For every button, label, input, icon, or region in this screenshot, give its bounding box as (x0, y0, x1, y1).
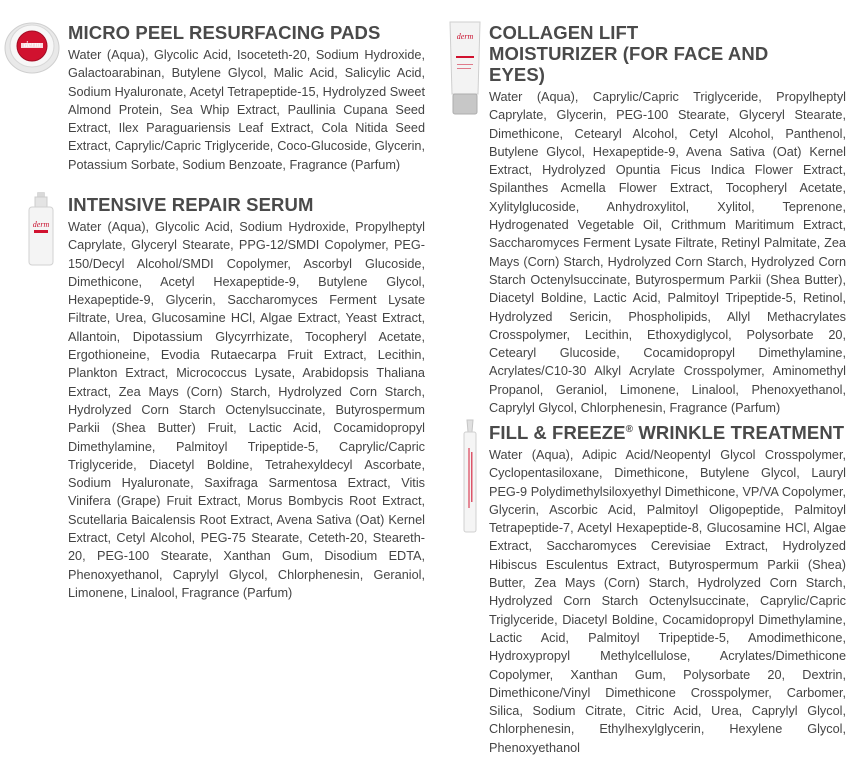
brand-logo: derm (456, 32, 474, 41)
product-title: MICRO PEEL RESURFACING PADS (68, 22, 381, 43)
ingredient-list: Water (Aqua), Caprylic/Capric Triglyceride, Propylheptyl Caprylate, Glycerin, PEG-100 Stearate, Glyceryl Stearate, Dimethicone, Cetearyl Alcohol, Cetyl Alcohol, Panthenol, Butylene Glycol, Hexapeptide-9, Avena Sativa (Oat) Kernel Extract, Hydrolyzed Opuntia Ficus Indica Flower Extract, Spilanthes Acmella Flower Extract, Tocopheryl Acetate, Xylitylglucoside, Anhydroxylitol, Xylitol, Teprenone, Hydrogenated Vegetable Oil, Crithmum Maritimum Extract, Saccharomyces Ferment Lysate Filtrate, Retinyl Palmitate, Zea Mays (Corn) Starch, Hydrolyzed Corn Starch, Hydrolyzed Corn Starch Octenylsuccinate, Butyrospermum Parkii (Shea Butter), Diacetyl Boldine, Lactic Acid, Palmitoyl Tripeptide-5, Retinol, Hydrolyzed Sericin, Phospholipids, Allyl Methacrylates Crosspolymer, Lecithin, Ethoxydiglycol, Polysorbate 20, Cetearyl Glucoside, Cocamidopropyl Dimethylamine, Acrylates/C10-30 Alkyl Acrylate Crosspolymer, Aminomethyl Propanol, Geraniol, Limonene, Linalool, Phenoxyethanol, Caprylyl Glycol, Chlorphenesin, Fragrance (Parfum) (489, 90, 846, 416)
intensive-repair-serum-bottle-image (26, 192, 56, 266)
section-fill-and-freeze-wrinkle-treatment (489, 419, 846, 757)
title-main: FILL & FREEZE (489, 422, 626, 443)
registered-mark: ® (625, 424, 634, 435)
product-title: COLLAGEN LIFT MOISTURIZER (FOR FACE AND EYES) (489, 22, 769, 85)
ingredient-list: Water (Aqua), Glycolic Acid, Isoceteth-20, Sodium Hydroxide, Galactoarabinan, Butylene Glycol, Malic Acid, Salicylic Acid, Sodium Hyaluronate, Acetyl Tetrapeptide-15, Hydrolyzed Sweet Almond Protein, Sea Whip Extract, Paullinia Cupana Seed Extract, Ilex Paraguariensis Leaf Extract, Cola Nitida Seed Extract, Caprylic/Capric Triglyceride, Coco-Glucoside, Glycerin, Potassium Sorbate, Sodium Benzoate, Fragrance (Parfum) (68, 48, 425, 172)
product-title: INTENSIVE REPAIR SERUM (68, 194, 314, 215)
section-intensive-repair-serum (68, 194, 425, 602)
ingredient-list: Water (Aqua), Glycolic Acid, Sodium Hydroxide, Propylheptyl Caprylate, Glyceryl Stearate, PPG-12/SMDI Copolymer, PEG-150/Decyl Alcohol/SMDI Copolymer, Ascorbyl Glucoside, Dimethicone, Acetyl Hexapeptide-9, Butylene Glycol, Hexapeptide-9, Glycerin, Saccharomyces Ferment Lysate Filtrate, Urea, Glucosamine HCl, Algae Extract, Yeast Extract, Allantoin, Dipotassium Glycyrrhizate, Tocopheryl Acetate, Ergothioneine, Evodia Rutaecarpa Fruit Extract, Lecithin, Plankton Extract, Micrococcus Lysate, Arabidopsis Thaliana Extract, Zea Mays (Corn) Starch, Hydrolyzed Corn Starch, Hydrolyzed Corn Starch Octenylsuccinate, Butyrospermum Parkii (Shea Butter) Fruit, Lactic Acid, Cocamidopropyl Dimethylamine, Palmitoyl Tripeptide-5, Caprylic/Capric Triglyceride, Diacetyl Boldine, Tetrahexyldecyl Ascorbate, Sodium Hyaluronate, Saxifraga Sarmentosa Extract, Vitis Vinifera (Grape) Fruit Extract, Morus Bombycis Root Extract, Scutellaria Baicalensis Root Extract, Avena Sativa (Oat) Kernel Extract, Cetyl Alcohol, PEG-75 Stearate, Ceteth-20, Steareth-20, PEG-100 Stearate, Xanthan Gum, Disodium EDTA, Phenoxyethanol, Caprylyl Glycol, Chlorphenesin, Geraniol, Limonene, Linalool, Fragrance (Parfum) (68, 220, 425, 600)
collagen-lift-moisturizer-tube-image (447, 20, 483, 116)
product-title (489, 419, 846, 443)
section-collagen-lift-moisturizer (489, 22, 846, 417)
title-rest: WRINKLE TREATMENT (633, 422, 845, 443)
brand-logo: derm (23, 40, 41, 49)
brand-logo: derm (32, 220, 50, 229)
ingredient-list: Water (Aqua), Adipic Acid/Neopentyl Glycol Crosspolymer, Cyclopentasiloxane, Dimethicone, Butylene Glycol, Lauryl PEG-9 Polydimethylsiloxyethyl Dimethicone, VP/VA Copolymer, Glycerin, Ascorbic Acid, Palmitoyl Oligopeptide, Palmitoyl Tetrapeptide-7, Acetyl Hexapeptide-8, Glucosamine HCl, Algae Extract, Saccharomyces Cerevisiae Extract, Hydrolyzed Hibiscus Esculentus Extract, Butyrospermum Parkii (Shea) Butter, Zea Mays (Corn) Starch, Hydrolyzed Corn Starch, Hydrolyzed Corn Starch Octenylsuccinate, Caprylic/Capric Triglyceride, Diacetyl Boldine, Cocamidopropyl Dimethylamine, Lactic Acid, Palmitoyl Tripeptide-5, Amodimethicone, Hydroxypropyl Methylcellulose, Acrylates/Dimethicone Copolymer, Xanthan Gum, Polysorbate 20, Dextrin, Dimethicone/Vinyl Dimethicone Crosspolymer, Carbomer, Silica, Sodium Citrate, Citric Acid, Urea, Caprylyl Glycol, Chlorphenesin, Ethylhexylglycerin, Hexylene Glycol, Phenoxyethanol (489, 448, 846, 755)
micro-peel-pads-jar-image (4, 18, 60, 74)
fill-and-freeze-pen-image (460, 418, 480, 536)
section-micro-peel-resurfacing-pads (68, 22, 425, 174)
